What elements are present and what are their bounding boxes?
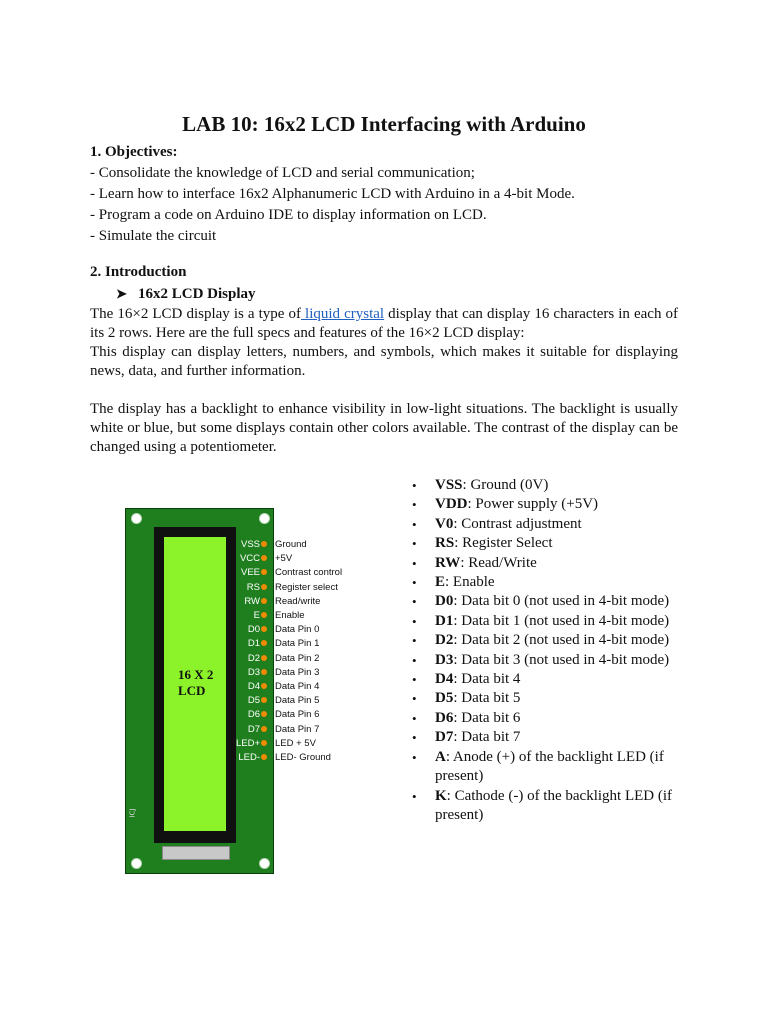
introduction-heading: 2. Introduction — [90, 264, 187, 280]
pin-row — [228, 694, 368, 707]
bullet-icon: • — [412, 652, 417, 668]
pin-row — [228, 581, 368, 594]
pin-row — [228, 737, 368, 750]
pin-name: D6 — [247, 709, 260, 721]
pin-list-text: : Data bit 3 (not used in 4-bit mode) — [453, 651, 670, 668]
pin-desc: Data Pin 5 — [275, 695, 320, 707]
objective-item: - Simulate the circuit — [90, 228, 217, 244]
pin-name: VCC — [239, 553, 260, 565]
para1-text-rest: display that can display 16 characters in each of its 2 rows. Here are the full specs and features of the 16×2 LCD display: — [90, 306, 679, 341]
bullet-icon: • — [412, 555, 417, 571]
pin-list-name: E — [435, 574, 446, 591]
lcd-display-subheading — [116, 283, 678, 305]
pin-desc: Data Pin 1 — [275, 638, 320, 650]
pin-dot — [261, 711, 267, 717]
pin-desc: +5V — [275, 553, 293, 565]
pin-desc: Contrast control — [275, 567, 343, 579]
pin-list-text: : Cathode (-) of the backlight LED (if present) — [435, 787, 673, 823]
pin-desc: Data Pin 6 — [275, 709, 320, 721]
objectives-heading: 1. Objectives: — [90, 144, 178, 160]
bullet-icon: • — [412, 691, 417, 707]
pin-list-name: A — [435, 748, 446, 765]
pin-desc: Ground — [275, 539, 307, 550]
pin-list-name: VDD — [435, 496, 468, 513]
bullet-icon: • — [412, 749, 417, 765]
objective-item: - Learn how to interface 16x2 Alphanumeric LCD with Arduino in a 4-bit Mode. — [90, 186, 575, 202]
pin-row — [228, 666, 368, 679]
pin-desc: Data Pin 0 — [275, 624, 320, 636]
pin-dot — [261, 626, 267, 632]
pin-list-item — [412, 728, 682, 747]
pin-dot — [261, 697, 267, 703]
pin-list-item — [412, 689, 682, 708]
pin-list-text: : Data bit 5 — [453, 690, 521, 707]
objectives-section — [90, 142, 678, 247]
liquid-crystal-link[interactable]: liquid crystal — [301, 306, 385, 322]
pin-list-item — [412, 748, 682, 787]
pin-name: D2 — [247, 652, 260, 664]
pin-list-name: D2 — [435, 632, 454, 649]
pin-list-text: : Data bit 0 (not used in 4-bit mode) — [453, 593, 670, 610]
mount-hole — [131, 513, 142, 524]
pin-list-text: : Data bit 7 — [453, 729, 521, 746]
pin-desc: Data Pin 3 — [275, 666, 320, 678]
bullet-icon: • — [412, 788, 417, 804]
pin-list-text: : Register Select — [454, 535, 553, 552]
pin-dot — [261, 754, 267, 760]
bullet-icon: • — [412, 536, 417, 552]
pin-row — [228, 723, 368, 736]
pin-row — [228, 652, 368, 665]
pin-name: LED- — [238, 752, 260, 763]
mount-hole — [259, 513, 270, 524]
pin-list-item — [412, 651, 682, 670]
objective-item: - Consolidate the knowledge of LCD and serial communication; — [90, 165, 475, 181]
pin-list-item — [412, 592, 682, 611]
pin-list-name: D5 — [435, 690, 454, 707]
pin-desc: Enable — [275, 610, 305, 621]
bullet-icon: • — [412, 594, 417, 610]
intro-paragraph-1 — [90, 305, 678, 343]
pin-list-item — [412, 495, 682, 514]
intro-paragraph-2: This display can display letters, numbers, and symbols, which makes it suitable for displaying news, data, and further information. — [90, 344, 678, 379]
pin-name: RW — [244, 595, 260, 607]
pin-list-name: D0 — [435, 593, 454, 610]
pin-name: LED+ — [235, 737, 260, 749]
bullet-icon: • — [412, 710, 417, 726]
pin-list-name: RS — [435, 535, 455, 552]
pin-name: RS — [246, 581, 260, 593]
pin-dot — [261, 555, 267, 561]
pin-list-item — [412, 612, 682, 631]
para1-text: The 16×2 LCD display is a type of — [90, 306, 301, 322]
pin-list-name: D1 — [435, 612, 454, 629]
bullet-icon: • — [412, 575, 417, 591]
pin-dot — [261, 541, 267, 547]
pin-desc: Data Pin 4 — [275, 681, 320, 692]
bullet-icon: • — [412, 633, 417, 649]
pin-list-text: : Data bit 4 — [453, 671, 521, 688]
pin-name: VSS — [240, 539, 260, 550]
introduction-section — [90, 262, 678, 457]
pin-row — [228, 623, 368, 636]
pin-list-text: : Read/Write — [460, 554, 537, 571]
pin-row — [228, 708, 368, 721]
pin-row — [228, 566, 368, 579]
pin-dot — [261, 640, 267, 646]
pin-list-name: D7 — [435, 729, 454, 746]
pin-list-name: VSS — [435, 477, 463, 493]
lcd-screen — [164, 537, 226, 831]
pin-list-item — [412, 554, 682, 573]
pin-name: VEE — [240, 567, 260, 579]
pin-list-name: D4 — [435, 671, 454, 688]
pin-list-text: : Data bit 1 (not used in 4-bit mode) — [453, 612, 670, 629]
pin-list-text: : Contrast adjustment — [453, 515, 582, 532]
bullet-icon: • — [412, 672, 417, 688]
pin-list-name: K — [435, 787, 447, 804]
lcd-bezel — [154, 527, 236, 843]
pin-name: D0 — [247, 624, 260, 636]
bullet-icon: • — [412, 497, 417, 513]
objective-item: - Program a code on Arduino IDE to display information on LCD. — [90, 207, 487, 223]
pin-dot — [261, 584, 267, 590]
pin-name: D3 — [247, 666, 260, 678]
pin-dot — [261, 598, 267, 604]
pin-list-text: : Data bit 6 — [453, 709, 521, 726]
pin-name: D5 — [247, 695, 260, 707]
pin-row — [228, 680, 368, 693]
pin-list-item — [412, 631, 682, 650]
bullet-icon: • — [412, 478, 417, 493]
pin-dot — [261, 612, 267, 618]
pin-dot — [261, 669, 267, 675]
pin-list-text: : Anode (+) of the backlight LED (if present) — [435, 748, 664, 785]
lcd-label: 16 X 2 LCD — [178, 667, 214, 698]
pin-list-name: D3 — [435, 651, 454, 668]
pin-row — [228, 637, 368, 650]
pin-name: D7 — [247, 723, 260, 735]
bullet-icon: • — [412, 516, 417, 532]
arrow-icon: ➤ — [116, 286, 127, 301]
mount-hole — [259, 858, 270, 869]
pin-list-item — [412, 573, 682, 592]
pin-list-item — [412, 787, 682, 826]
intro-paragraph-3: The display has a backlight to enhance visibility in low-light situations. The backlight is usually white or blue, but some displays contain other colors available. The contrast of the display can be changed using a potentiometer. — [90, 401, 678, 455]
mount-hole — [131, 858, 142, 869]
pin-name: E — [253, 610, 260, 621]
pin-dot — [261, 569, 267, 575]
pin-row — [228, 609, 368, 622]
pin-list-name: V0 — [435, 515, 454, 532]
pcb-mark: ICJ — [128, 808, 137, 818]
pin-dot — [261, 655, 267, 661]
pin-desc: Data Pin 2 — [275, 652, 320, 664]
pin-desc: Data Pin 7 — [275, 723, 320, 735]
pin-list-text: : Ground (0V) — [462, 477, 549, 493]
lcd-connector — [162, 846, 230, 860]
pin-dot — [261, 740, 267, 746]
pin-desc: Read/write — [275, 595, 321, 607]
pin-desc: Register select — [275, 581, 338, 593]
pin-list-item — [412, 670, 682, 689]
subheading-text: 16x2 LCD Display — [138, 286, 256, 302]
pin-list-text: : Power supply (+5V) — [467, 496, 599, 513]
pin-list-text: : Enable — [445, 574, 495, 591]
pin-name: D4 — [247, 681, 260, 692]
pin-row — [228, 751, 368, 764]
pin-desc: LED + 5V — [275, 737, 316, 749]
bullet-icon: • — [412, 613, 417, 629]
pin-row — [228, 595, 368, 608]
pin-list-item — [412, 476, 682, 495]
pin-list-name: RW — [435, 554, 461, 571]
pin-list-name: D6 — [435, 709, 454, 726]
pin-list-item — [412, 709, 682, 728]
pin-list-item — [412, 515, 682, 534]
pin-dot — [261, 683, 267, 689]
pin-dot — [261, 726, 267, 732]
pin-list-text: : Data bit 2 (not used in 4-bit mode) — [453, 632, 670, 649]
pin-row — [228, 538, 368, 551]
pin-row — [228, 552, 368, 565]
pin-name: D1 — [247, 638, 260, 650]
pin-desc: LED- Ground — [275, 752, 331, 763]
bullet-icon: • — [412, 730, 417, 746]
pin-description-list — [412, 476, 682, 825]
document-title: LAB 10: 16x2 LCD Interfacing with Arduino — [182, 112, 586, 136]
pin-list-item — [412, 534, 682, 553]
